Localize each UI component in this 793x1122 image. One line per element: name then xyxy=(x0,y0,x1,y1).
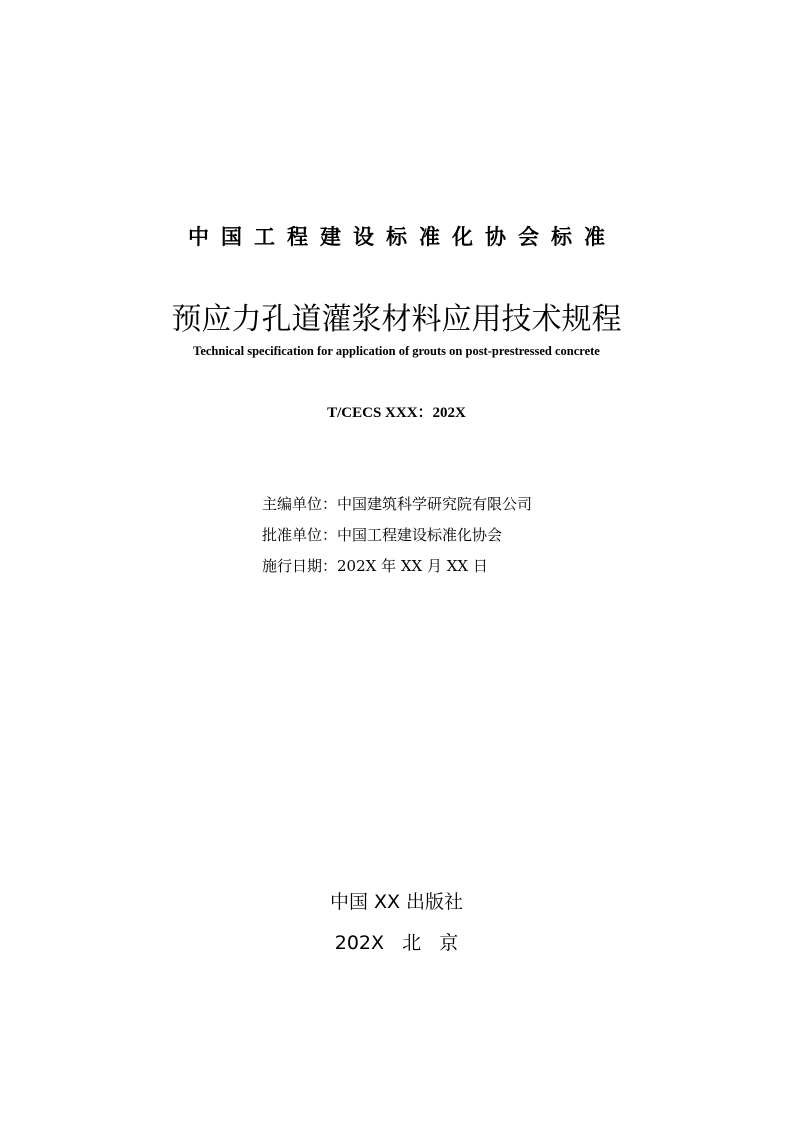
editor-unit: 主编单位：中国建筑科学研究院有限公司 xyxy=(262,495,533,513)
effective-date: 施行日期：202X 年 XX 月 XX 日 xyxy=(262,557,488,575)
info-block xyxy=(262,489,662,582)
publisher: 中国 XX 出版社 xyxy=(329,891,464,913)
approval-unit: 批准单位：中国工程建设标准化协会 xyxy=(262,526,503,544)
publication-year-place: 202X 北 京 xyxy=(334,932,459,954)
organization-header: 中国工程建设标准化协会标准 xyxy=(188,225,617,249)
standard-code: T/CECS XXX：202X xyxy=(327,405,466,421)
document-title-english: Technical specification for application of grouts on post-prestressed concrete xyxy=(193,344,600,358)
document-title-chinese: 预应力孔道灌浆材料应用技术规程 xyxy=(171,302,622,337)
